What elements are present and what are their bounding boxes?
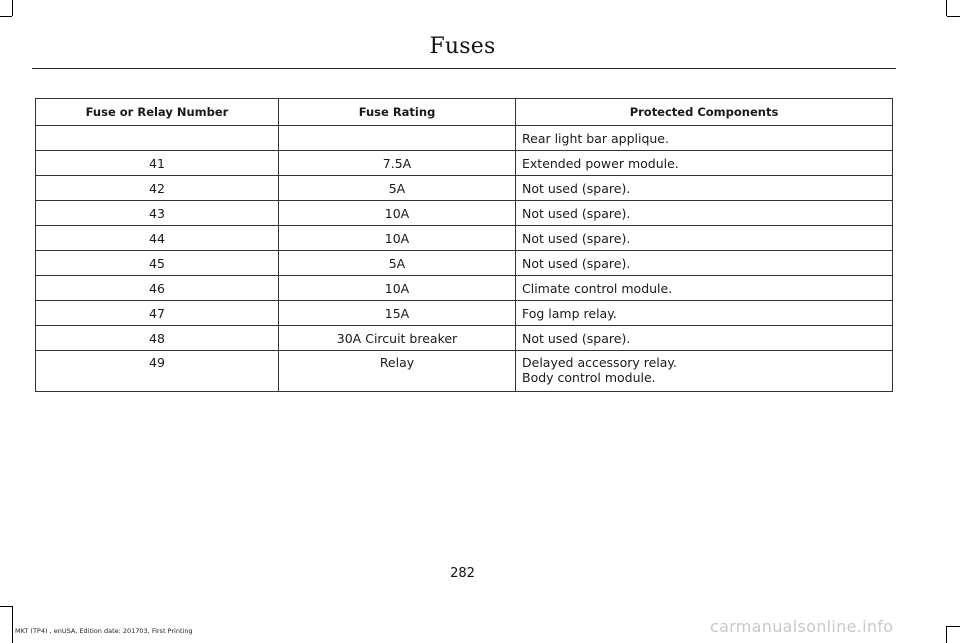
crop-mark-top-right-v <box>946 0 947 16</box>
fuse-table <box>35 98 893 392</box>
fuse-rating-cell: 10A <box>279 201 516 226</box>
crop-mark-bottom-right-v <box>946 626 947 643</box>
protected-components-cell: Climate control module. <box>516 276 893 301</box>
fuse-rating-cell: 7.5A <box>279 151 516 176</box>
fuse-number-cell: 44 <box>36 226 279 251</box>
protected-components-cell: Not used (spare). <box>516 326 893 351</box>
crop-mark-top-left-v <box>12 0 13 16</box>
table-row <box>36 351 893 392</box>
fuse-rating-cell: 5A <box>279 251 516 276</box>
crop-mark-bottom-right-h <box>947 626 960 627</box>
fuse-rating-cell: Relay <box>279 351 516 392</box>
fuse-number-cell: 47 <box>36 301 279 326</box>
protected-components-cell: Not used (spare). <box>516 201 893 226</box>
table-row <box>36 226 893 251</box>
component-line: Body control module. <box>522 370 656 385</box>
table-row <box>36 301 893 326</box>
fuse-number-cell: 43 <box>36 201 279 226</box>
table-header-row <box>36 99 893 126</box>
page-title: Fuses <box>429 34 496 59</box>
table-row <box>36 201 893 226</box>
table-row <box>36 326 893 351</box>
crop-mark-bottom-left-v <box>12 606 13 643</box>
table-row <box>36 176 893 201</box>
column-header-protected-components: Protected Components <box>516 99 893 126</box>
protected-components-cell: Not used (spare). <box>516 176 893 201</box>
component-line: Delayed accessory relay. <box>522 355 677 370</box>
fuse-number-cell: 45 <box>36 251 279 276</box>
column-header-fuse-number: Fuse or Relay Number <box>36 99 279 126</box>
protected-components-cell: Rear light bar applique. <box>516 126 893 151</box>
crop-mark-bottom-left-h <box>0 606 12 607</box>
edition-footer: MKT (TP4) , enUSA, Edition date: 201703, First Printing <box>15 627 193 635</box>
fuse-number-cell <box>36 126 279 151</box>
crop-mark-top-left-h <box>0 16 12 17</box>
page-number: 282 <box>450 566 475 581</box>
fuse-number-cell: 42 <box>36 176 279 201</box>
table-row <box>36 251 893 276</box>
protected-components-cell: Fog lamp relay. <box>516 301 893 326</box>
protected-components-cell: Not used (spare). <box>516 251 893 276</box>
fuse-number-cell: 48 <box>36 326 279 351</box>
fuse-rating-cell: 15A <box>279 301 516 326</box>
fuse-rating-cell: 5A <box>279 176 516 201</box>
protected-components-cell: Not used (spare). <box>516 226 893 251</box>
watermark: carmanualsonline.info <box>710 617 894 636</box>
fuse-rating-cell: 10A <box>279 226 516 251</box>
protected-components-cell <box>516 351 893 392</box>
fuse-number-cell: 41 <box>36 151 279 176</box>
table-row <box>36 276 893 301</box>
title-divider <box>32 68 896 69</box>
protected-components-cell: Extended power module. <box>516 151 893 176</box>
table-row <box>36 126 893 151</box>
fuse-rating-cell <box>279 126 516 151</box>
fuse-rating-cell: 30A Circuit breaker <box>279 326 516 351</box>
fuse-number-cell: 49 <box>36 351 279 392</box>
crop-mark-top-right-h <box>947 16 960 17</box>
table-row <box>36 151 893 176</box>
fuse-rating-cell: 10A <box>279 276 516 301</box>
fuse-number-cell: 46 <box>36 276 279 301</box>
column-header-fuse-rating: Fuse Rating <box>279 99 516 126</box>
